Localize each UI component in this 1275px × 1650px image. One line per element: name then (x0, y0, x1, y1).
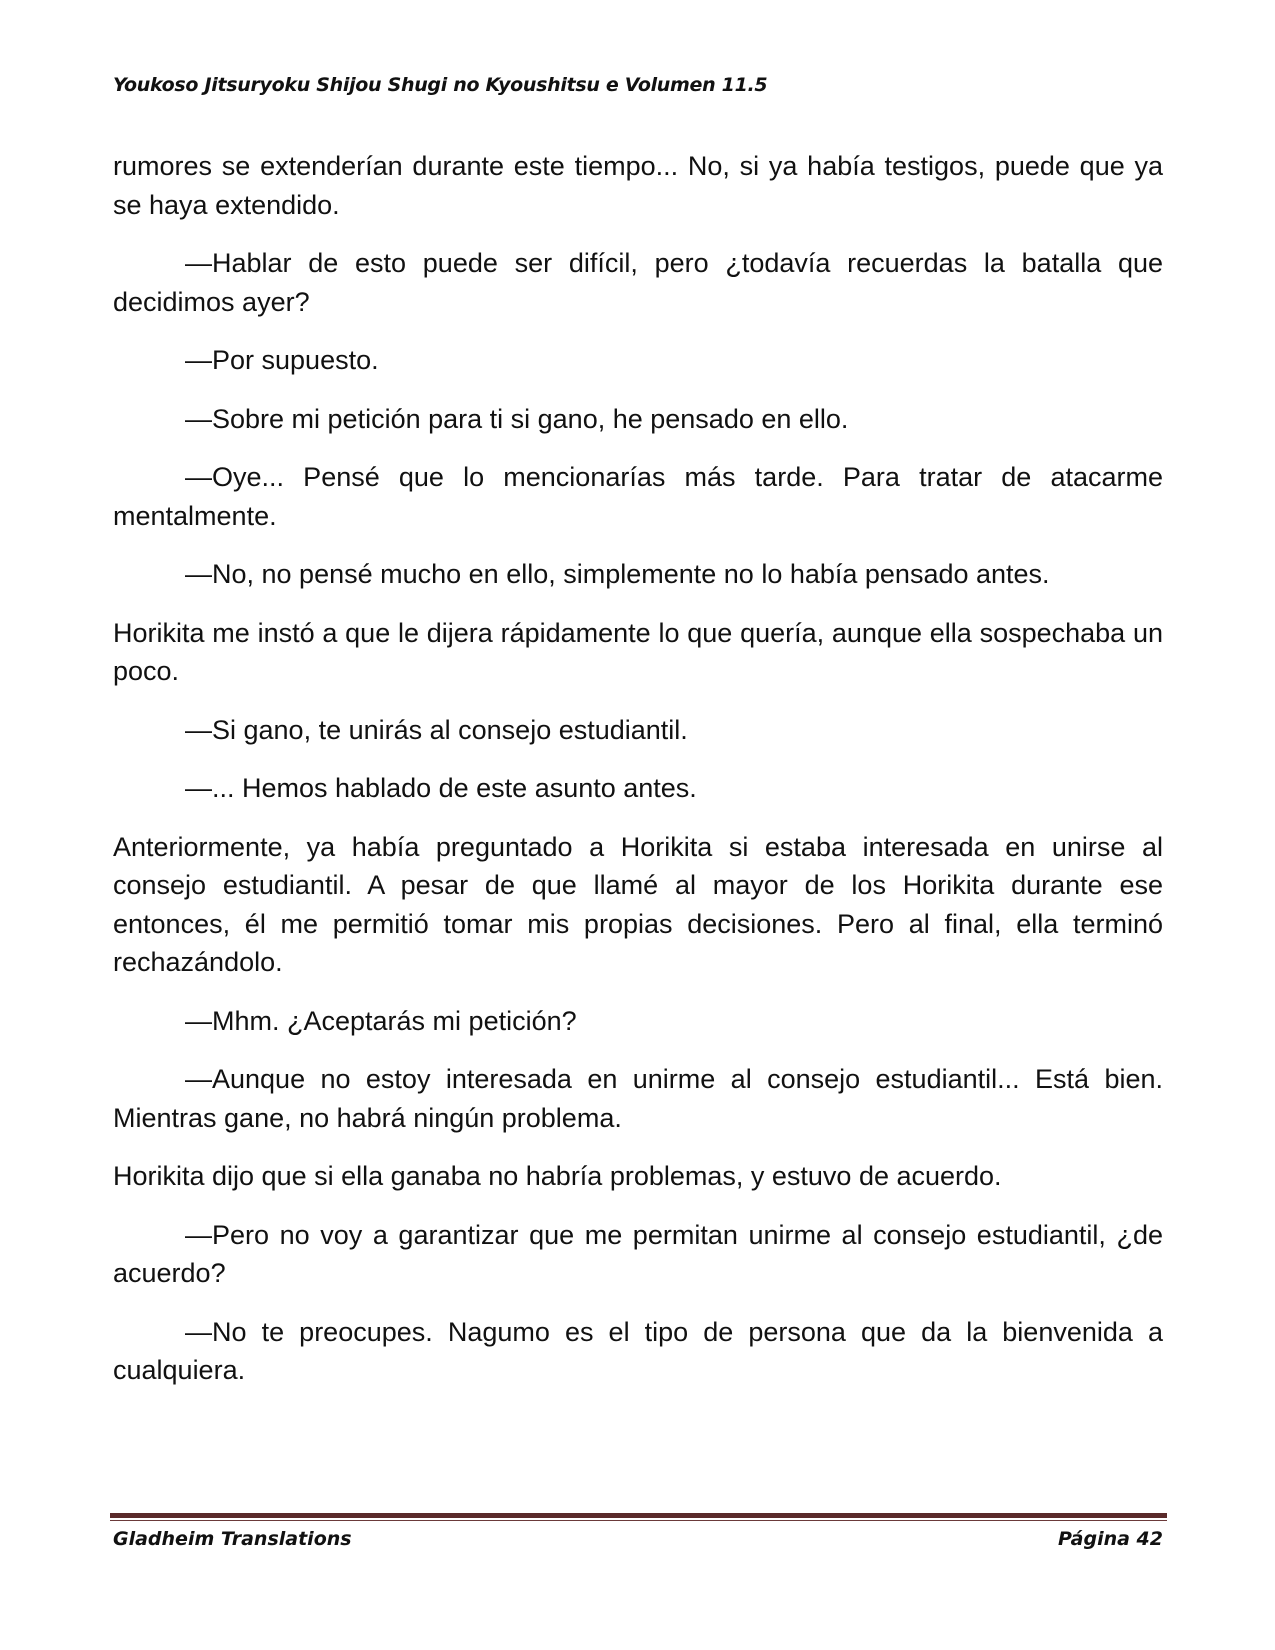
paragraph-14: —Pero no voy a garantizar que me permitan unirme al consejo estudiantil, ¿de acuerdo? (113, 1219, 1163, 1288)
running-header-title: Youkoso Jitsuryoku Shijou Shugi no Kyoushitsu e Volumen 11.5 (113, 74, 768, 96)
paragraph-9: —... Hemos hablado de este asunto antes. (185, 773, 697, 803)
paragraph-3: —Por supuesto. (185, 345, 379, 375)
paragraph-8: —Si gano, te unirás al consejo estudiantil. (185, 714, 688, 745)
footer-divider-thin (110, 1520, 1167, 1521)
paragraph-6: —No, no pensé mucho en ello, simplemente no lo había pensado antes. (185, 559, 1050, 589)
paragraph-4: —Sobre mi petición para ti si gano, he pensado en ello. (185, 403, 849, 434)
page-body (113, 147, 1163, 1410)
paragraph-5: —Oye... Pensé que lo mencionarías más tarde. Para tratar de atacarme mentalmente. (113, 462, 1163, 531)
paragraph-7: Horikita me instó a que le dijera rápidamente lo que quería, aunque ella sospechaba un poco. (113, 617, 1163, 686)
footer-divider-thick (110, 1513, 1167, 1518)
footer-page-number: Página 42 (1057, 1528, 1163, 1550)
footer-publisher: Gladheim Translations (113, 1528, 352, 1550)
paragraph-10: Anteriormente, ya había preguntado a Horikita si estaba interesada en unirse al consejo estudiantil. A pesar de que llamé al mayor de los Horikita durante ese entonces, él me permitió tomar mis propias decisiones. Pero al final, ella terminó rechazándolo. (113, 831, 1163, 977)
paragraph-15: —No te preocupes. Nagumo es el tipo de persona que da la bienvenida a cualquiera. (113, 1316, 1163, 1385)
footer-divider (110, 1513, 1167, 1521)
paragraph-1: rumores se extenderían durante este tiempo... No, si ya había testigos, puede que ya se haya extendido. (113, 151, 1163, 220)
paragraph-12: —Aunque no estoy interesada en unirme al consejo estudiantil... Está bien. Mientras gane, no habrá ningún problema. (113, 1064, 1163, 1133)
paragraph-2: —Hablar de esto puede ser difícil, pero ¿todavía recuerdas la batalla que decidimos ayer? (113, 248, 1163, 317)
paragraph-13: Horikita dijo que si ella ganaba no habría problemas, y estuvo de acuerdo. (113, 1161, 1002, 1191)
paragraph-11: —Mhm. ¿Aceptarás mi petición? (185, 1005, 577, 1036)
